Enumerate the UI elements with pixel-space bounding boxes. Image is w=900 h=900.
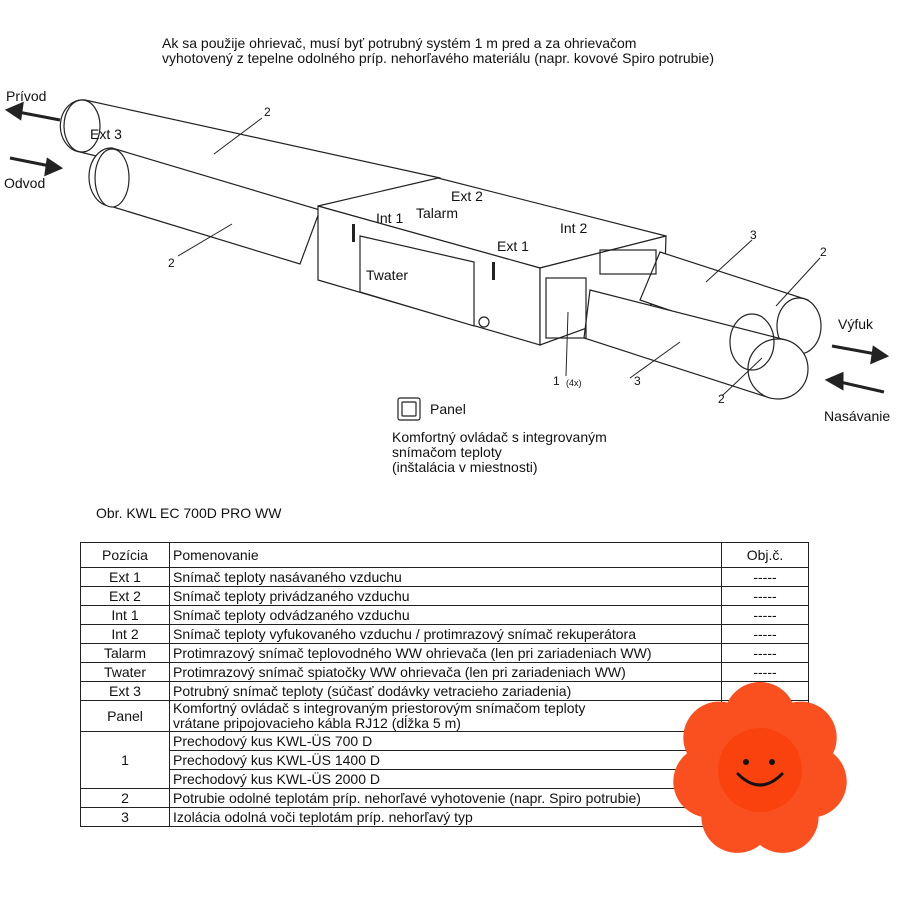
heater-note: Ak sa použije ohrievač, musí byť potrubný systém 1 m pred a za ohrievačom vyhotovený z tepelne odolného príp. nehorľavého materiálu (napr. kovové Spiro potrubie): [162, 35, 714, 66]
row-name: Potrubie odolné teplotám príp. nehorľavé vyhotovenie (napr. Spiro potrubie): [170, 789, 722, 808]
label-ext2: Ext 2: [451, 188, 483, 204]
row-obj: -----: [722, 625, 809, 644]
table-row: [81, 625, 809, 644]
row-pos: Ext 1: [81, 568, 170, 587]
row-name: Komfortný ovládač s integrovaným priestorovým snímačom teploty vrátane pripojovacieho kábla RJ12 (dĺžka 5 m): [170, 701, 722, 732]
label-ext1: Ext 1: [497, 238, 529, 254]
table-row: [81, 568, 809, 587]
callout-3: 3: [750, 228, 757, 242]
label-int2: Int 2: [560, 220, 588, 236]
panel-description: Komfortný ovládač s integrovaným snímačom teploty (inštalácia v miestnosti): [392, 429, 607, 475]
arrow-vyfuk: [832, 346, 876, 354]
row-obj: -----: [722, 663, 809, 682]
row-pos: Ext 3: [81, 682, 170, 701]
row-pos: Panel: [81, 701, 170, 732]
row-obj: -----: [722, 606, 809, 625]
sensor-knob: [479, 317, 489, 327]
label-panel: Panel: [430, 401, 466, 417]
panel-icon: [398, 398, 420, 420]
label-talarm: Talarm: [416, 205, 459, 221]
row-name: Prechodový kus KWL-ÜS 2000 D: [170, 770, 722, 789]
row-name: Snímač teploty odvádzaného vzduchu: [170, 606, 722, 625]
header-name: Pomenovanie: [170, 543, 722, 568]
row-name: Snímač teploty vyfukovaného vzduchu / protimrazový snímač rekuperátora: [170, 625, 722, 644]
row-name: Protimrazový snímač teplovodného WW ohrievača (len pri zariadeniach WW): [170, 644, 722, 663]
row-pos: Int 1: [81, 606, 170, 625]
callout-1-qty: (4x): [566, 378, 582, 388]
row-name: Izolácia odolná voči teplotám príp. nehorľavý typ: [170, 808, 722, 827]
row-name: Potrubný snímač teploty (súčasť dodávky vetracieho zariadenia): [170, 682, 722, 701]
header-pos: Pozícia: [81, 543, 170, 568]
sensor-screw: [352, 224, 355, 242]
arrow-nasavanie: [840, 382, 884, 392]
flower-eye-right: [769, 759, 775, 765]
row-name: Prechodový kus KWL-ÜS 1400 D: [170, 751, 722, 770]
table-row: [81, 644, 809, 663]
header-obj: Obj.č.: [722, 543, 809, 568]
arrow-odvod: [10, 158, 50, 166]
label-nasavanie: Nasávanie: [824, 408, 891, 424]
row-pos: Talarm: [81, 644, 170, 663]
flower-eye-left: [743, 759, 749, 765]
label-odvod: Odvod: [4, 175, 46, 191]
figure-caption: Obr. KWL EC 700D PRO WW: [96, 505, 282, 521]
row-obj: -----: [722, 568, 809, 587]
table-header-row: [81, 543, 809, 568]
callout-2: 2: [264, 105, 271, 119]
smiling-flower-icon: [668, 676, 858, 866]
row-pos: 1: [81, 732, 170, 789]
row-pos: 3: [81, 808, 170, 827]
row-pos: Ext 2: [81, 587, 170, 606]
row-pos: 2: [81, 789, 170, 808]
label-privod: Prívod: [6, 88, 47, 104]
callout-1: 1: [553, 374, 560, 388]
sensor-screw: [492, 262, 495, 280]
row-obj: -----: [722, 587, 809, 606]
row-name: Snímač teploty privádzaného vzduchu: [170, 587, 722, 606]
label-vyfuk: Výfuk: [838, 316, 874, 332]
label-ext3: Ext 3: [90, 126, 122, 142]
callout-2: 2: [168, 256, 175, 270]
row-name: Prechodový kus KWL-ÜS 700 D: [170, 732, 722, 751]
callout-3: 3: [634, 374, 641, 388]
row-obj: -----: [722, 644, 809, 663]
table-row: [81, 606, 809, 625]
callout-2: 2: [820, 245, 827, 259]
label-twater: Twater: [366, 267, 409, 283]
duct-lower-left-end: [95, 149, 129, 207]
arrow-privod: [18, 112, 60, 120]
row-pos: Int 2: [81, 625, 170, 644]
row-name: Protimrazový snímač spiatočky WW ohrievača (len pri zariadeniach WW): [170, 663, 722, 682]
callout-2: 2: [718, 392, 725, 406]
row-pos: Twater: [81, 663, 170, 682]
table-row: [81, 587, 809, 606]
label-int1: Int 1: [376, 210, 404, 226]
flower-center: [718, 728, 802, 812]
row-name: Snímač teploty nasávaného vzduchu: [170, 568, 722, 587]
